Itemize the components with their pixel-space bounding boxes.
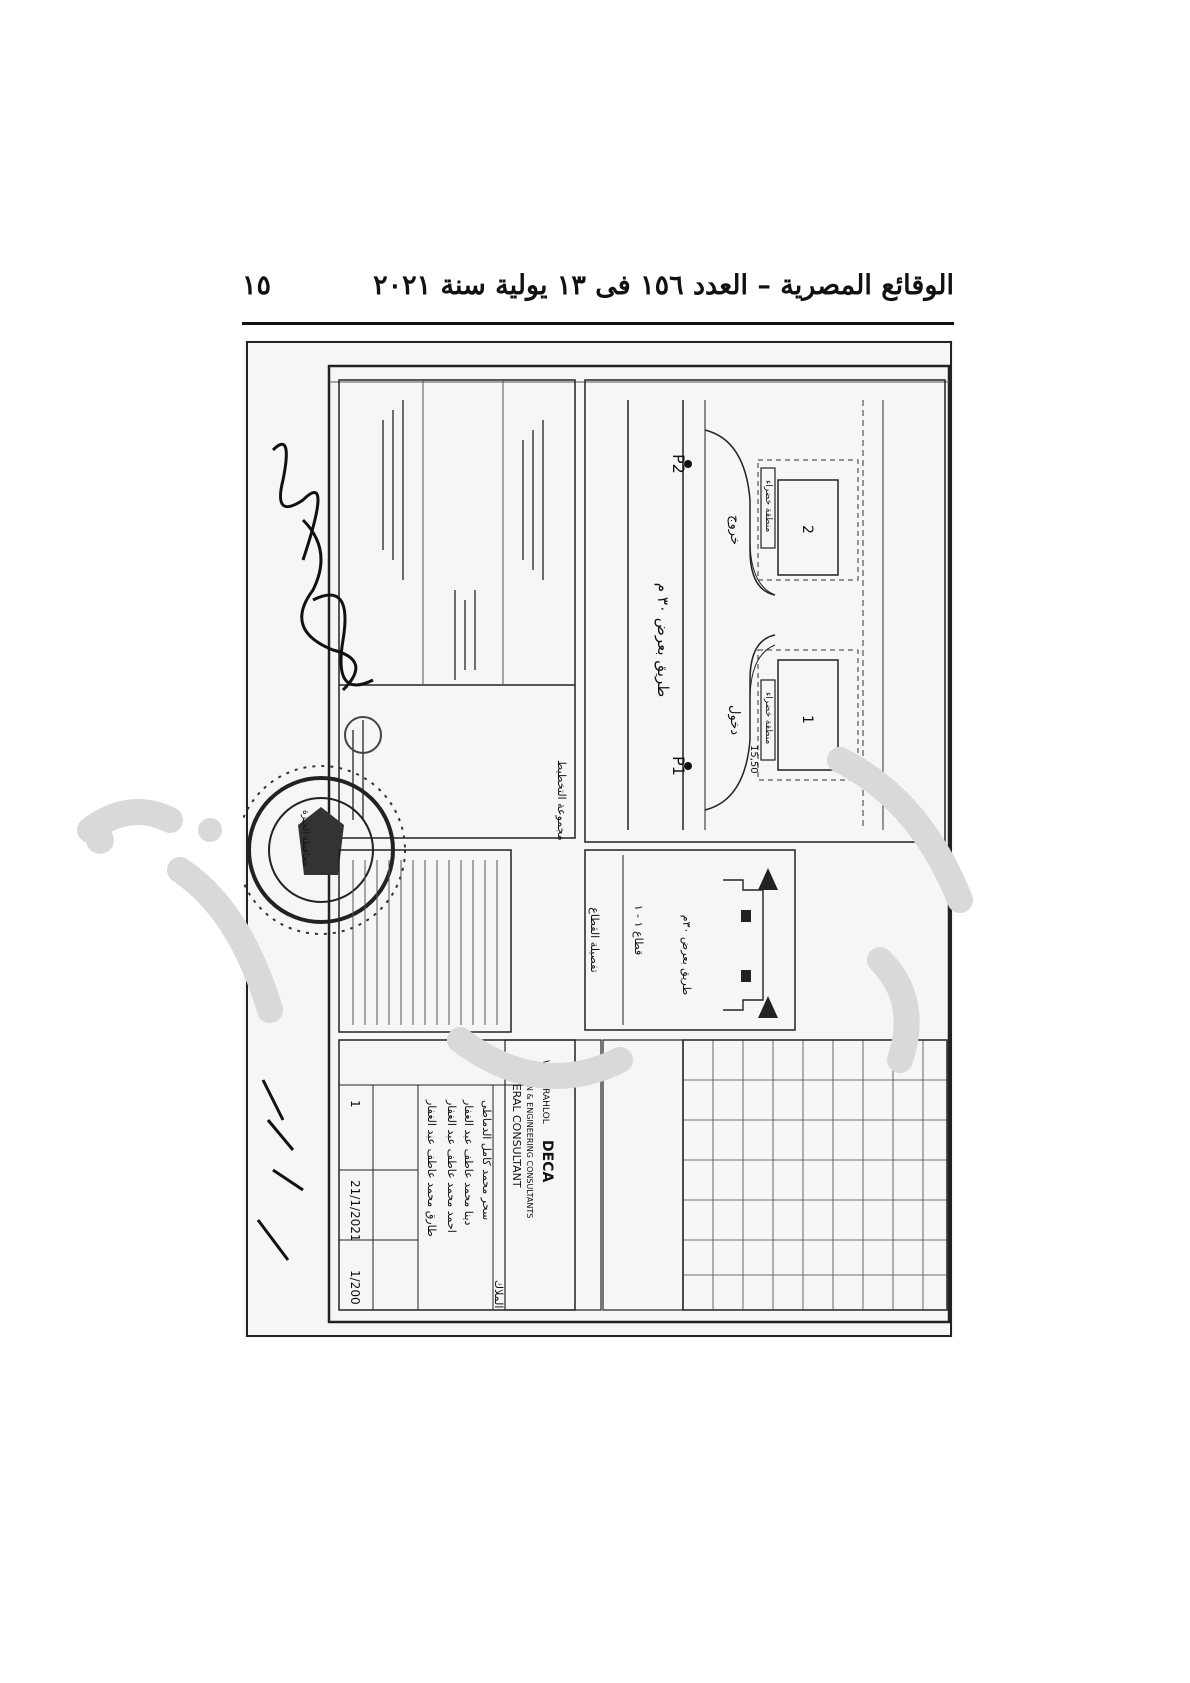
drawing-date: 21/1/2021 — [348, 1180, 362, 1242]
sheet-number: 1 — [348, 1100, 362, 1108]
point-p2: P2 — [669, 454, 688, 474]
exit-label: خروج — [727, 515, 742, 545]
owner-2: احمد محمد عاطف عبد الغفار — [445, 1100, 458, 1233]
approvals-title: مجموعة التخطيط — [555, 760, 568, 841]
owners-heading: الملاك — [492, 1280, 505, 1309]
green-area-label-1: منطقة خضراء — [763, 692, 773, 745]
gazette-title: الوقائع المصرية – العدد ١٥٦ فى ١٣ يولية سنة ٢٠٢١ — [373, 270, 954, 301]
section-label: قطاع ١ - ١ — [632, 904, 645, 956]
page-header — [242, 268, 954, 312]
header-rule — [242, 322, 954, 325]
entry-label: دخول — [727, 705, 742, 735]
road-label: طريق بعرض ٣٠ م — [654, 582, 672, 698]
dimension-label: 15,50 — [748, 745, 759, 774]
scanned-plan-drawing — [243, 340, 954, 1338]
stamp-text: محافظة الجيزة — [300, 810, 310, 867]
page-number: ١٥ — [242, 270, 272, 301]
firm-short: DECA — [539, 1140, 555, 1183]
owner-3: دينا محمد عاطف عبد الغفار — [462, 1100, 475, 1226]
parcel-2-label: 2 — [799, 525, 815, 534]
section-road: طريق بعرض ٣٠م — [680, 914, 693, 996]
point-p1: P1 — [669, 756, 688, 776]
inner-frame — [329, 366, 949, 1322]
owner-4: سحر محمد كامل الدماطى — [480, 1100, 493, 1221]
site-plan — [585, 380, 945, 842]
engineer-en: WAEL RAHLOL — [540, 1060, 550, 1124]
plan-svg — [243, 340, 954, 1338]
scale-value: 1/200 — [348, 1270, 362, 1305]
approvals-panel — [339, 380, 575, 838]
parcel-1-label: 1 — [799, 715, 815, 724]
section-title: تفصيلة القطاع — [588, 907, 601, 973]
consultant-en: GENERAL CONSULTANT — [510, 1060, 523, 1188]
owner-1: طارق محمد عاطف عبد الغفار — [425, 1100, 438, 1237]
firm-en: DESIGN & ENGINEERING CONSULTANTS — [525, 1060, 534, 1219]
areas-table — [683, 1040, 947, 1310]
green-area-label-2: منطقة خضراء — [763, 480, 773, 533]
